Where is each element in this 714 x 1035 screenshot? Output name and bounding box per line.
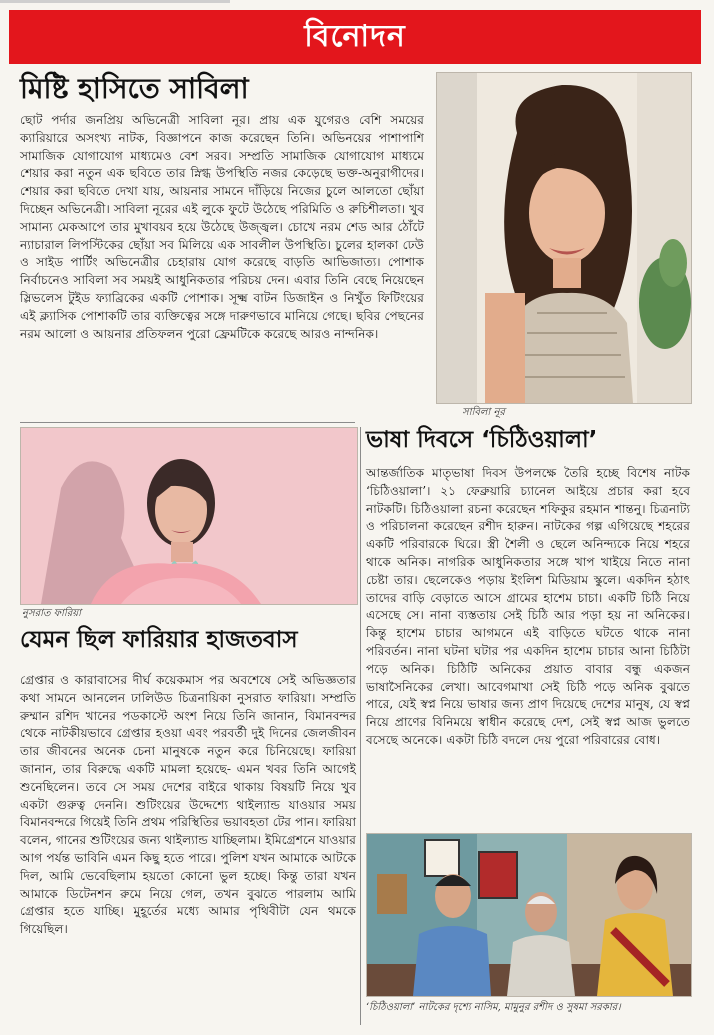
article-sabila-headline: মিষ্টি হাসিতে সাবিলা — [20, 72, 249, 105]
article-sabila-body: ছোট পর্দার জনপ্রিয় অভিনেত্রী সাবিলা নূর। প্রায় এক যুগেরও বেশি সময়ের ক্যারিয়ারে অসংখ্য নাটক, বিজ্ঞাপনে কাজ করেছেন তিনি। অভিনয়ের পাশাপাশি সামাজিক যোগাযোগ মাধ্যমেও বেশ সরব। সম্প্রতি সামাজিক যোগাযোগ মাধ্যমে শেয়ার করা নতুন এক ছবিতে তার স্নিগ্ধ উপস্থিতি নজর কেড়েছে ভক্ত-অনুরাগীদের। শেয়ার করা ছবিতে দেখা যায়, আয়নার সামনে দাঁড়িয়ে নিজের চুলে আলতো ছোঁয়া দিচ্ছেন অভিনেত্রী। সাবিলা নূরের এই লুকে ফুটে উঠেছে পরিমিতি ও রুচিশীলতা। খুব সামান্য মেকআপে তার মুখাবয়ব হয়ে উঠেছে উজ্জ্বল। চোখে নরম শেড আর ঠোঁটে ন্যাচারাল লিপস্টিকের ছোঁয়া সব মিলিয়ে এক সাবলীল উপস্থিতি। চুলের হালকা ঢেউ ও সাইড পার্টিং অভিনেত্রীর চেহারায় যোগ করেছে বাড়তি আভিজাত্য। পোশাক নির্বাচনেও সাবিলা সব সময়ই আধুনিকতার পরিচয় দেন। এবার তিনি বেছে নিয়েছেন স্লিভলেস টুইড ফ্যাব্রিকের একটি পোশাক। সূক্ষ্ম বাটন ডিজাইন ও নিখুঁত ফিটিংয়ের এই ক্ল্যাসিক পোশাকটি তার ব্যক্তিত্বের সঙ্গে দারুণভাবে মানিয়ে গেছে। ছবির পেছনের নরম আলো ও আয়নার প্রতিফলন পুরো ফ্রেমটিকে করেছে আরও নান্দনিক। — [20, 113, 424, 341]
article-faria-body: গ্রেপ্তার ও কারাবাসের দীর্ঘ কয়েকমাস পর অবশেষে সেই অভিজ্ঞতার কথা সামনে আনলেন ঢালিউড চিত্রনায়িকা নুসরাত ফারিয়া। সম্প্রতি রুম্মান রশিদ খানের পডকাস্টে অংশ নিয়ে তিনি জানান, বিমানবন্দর থেকে নাটকীয়ভাবে গ্রেপ্তার হওয়া এবং পরবর্তী দুই দিনের জেলজীবন তার জীবনের অনেক চেনা মানুষকে নতুন করে চিনিয়েছে। ফারিয়া জানান, তার বিরুদ্ধে একটি মামলা হয়েছে- এমন খবর তিনি আগেই শুনেছিলেন। তবে সে সময় দেশের বাইরে থাকায় বিষয়টি নিয়ে খুব একটা গুরুত্ব দেননি। শুটিংয়ের উদ্দেশ্যে থাইল্যান্ড যাওয়ার সময় বিমানবন্দরে গিয়েই তিনি প্রথম পরিস্থিতির ভয়াবহতা টের পান। ফারিয়া বলেন, গানের শুটিংয়ের জন্য থাইল্যান্ড যাচ্ছিলাম। ইমিগ্রেশনে যাওয়ার আগ পর্যন্ত ভাবিনি এমন কিছু হতে পারে। পুলিশ যখন আমাকে আটকে দিল, আমি ভেবেছিলাম হয়তো কোনো ভুল হচ্ছে। কিন্তু তারা যখন আমাকে ডিটেনশন রুমে নিয়ে গেল, তখন বুঝতে পারলাম আমি গ্রেপ্তার হতে যাচ্ছি। মুহূর্তের মধ্যে আমার পৃথিবীটা যেন থমকে গিয়েছিল। — [20, 673, 356, 937]
divider-left — [20, 422, 355, 423]
article-faria-headline: যেমন ছিল ফারিয়ার হাজতবাস — [20, 627, 298, 653]
chithiwala-scene-photo — [366, 833, 692, 997]
article-chithiwala-headline: ভাষা দিবসে ‘চিঠিওয়ালা’ — [366, 427, 598, 453]
sabila-photo-caption: সাবিলা নূর — [462, 407, 505, 418]
section-title: বিনোদন — [304, 19, 406, 54]
column-divider — [360, 427, 361, 1025]
section-banner — [9, 10, 701, 64]
faria-photo-caption: নুসরাত ফারিয়া — [22, 608, 82, 619]
article-chithiwala-body: আন্তর্জাতিক মাতৃভাষা দিবস উপলক্ষে তৈরি হচ্ছে বিশেষ নাটক ‘চিঠিওয়ালা’। ২১ ফেব্রুয়ারি চ্যানেল আইয়ে প্রচার করা হবে নাটকটি। চিঠিওয়ালা রচনা করেছেন শফিকুর রহমান শান্তনু। চিত্রনাট্য ও পরিচালনা করেছেন রশীদ হারুন। নাটকের গল্প এগিয়েছে শহরের একটি পরিবারকে ঘিরে। স্ত্রী শৈলী ও ছেলে অনিন্দ্যকে নিয়ে শহরে থাকে অনিক। নাগরিক আধুনিকতার সঙ্গে খাপ খাইয়ে নিতে নানা চেষ্টা তার। ছেলেকেও পড়ায় ইংলিশ মিডিয়াম স্কুলে। একদিন হঠাৎ তাদের বাড়ি বেড়াতে আসে গ্রামের হাশেম চাচা। একটি চিঠি নিয়ে এসেছে সে। নানা ব্যস্ততায় সেই চিঠি আর পড়া হয় না অনিকের। কিন্তু হাশেম চাচার আগমনে এই বাড়িতে ঘটতে থাকে নানা পরিবর্তন। নানা ঘটনা ঘটার পর একদিন হাশেম চাচার আনা চিঠিটা পড়ে অনিক। চিঠিটি অনিকের প্রয়াত বাবার বন্ধু একজন ভাষাসৈনিকের লেখা। আবেগমাখা সেই চিঠি পড়ে অনিক বুঝতে পারে, যেই স্বপ্ন নিয়ে ভাষার জন্য প্রাণ দিয়েছে দেশের মানুষ, যে স্বপ্ন নিয়ে প্রাণের বিনিময়ে স্বাধীন করেছে দেশ, সেই স্বপ্ন আজ ভুলতে বসেছে অনেকে। একটা চিঠি বদলে দেয় পুরো পরিবারের বোধ। — [366, 466, 690, 747]
sabila-photo — [436, 72, 692, 404]
faria-photo — [20, 427, 358, 605]
chithiwala-photo-caption: ‘চিঠিওয়ালা’ নাটকের দৃশ্যে নাসিম, মামুনুর রশীদ ও সুষমা সরকার। — [366, 1002, 621, 1013]
top-edge-line — [0, 0, 230, 3]
